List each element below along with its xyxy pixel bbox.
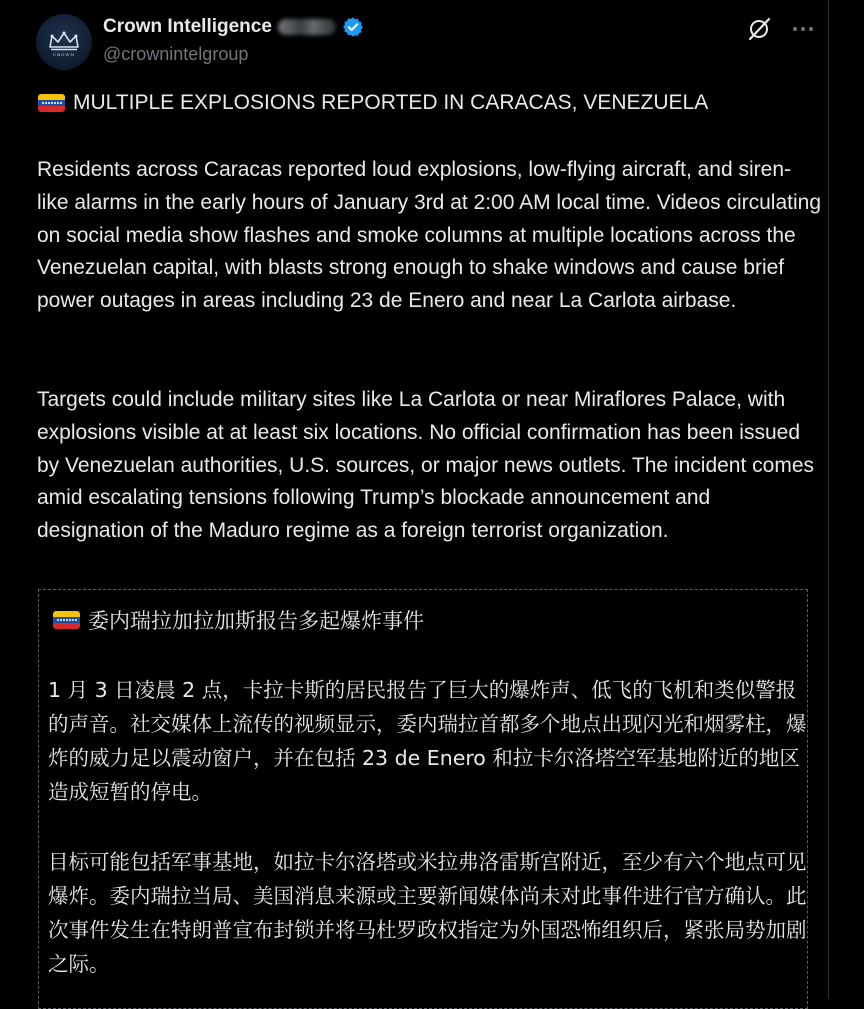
crown-logo-icon bbox=[48, 31, 80, 51]
translation-paragraph-2: 目标可能包括军事基地，如拉卡尔洛塔或米拉弗洛雷斯宫附近，至少有六个地点可见爆炸。委内瑞拉当局、美国消息来源或主要新闻媒体尚未对此事件进行官方确认。此次事件发生在特朗普宣布封锁并将马杜罗政权指定为外国恐怖组织后，紧张局势加剧之际。 bbox=[48, 850, 807, 976]
author-name-row[interactable] bbox=[103, 16, 364, 38]
grok-icon[interactable] bbox=[746, 16, 772, 42]
headline-text: MULTIPLE EXPLOSIONS REPORTED IN CARACAS, VENEZUELA bbox=[73, 91, 709, 114]
author-name[interactable]: Crown Intelligence bbox=[103, 16, 272, 37]
more-options-icon[interactable] bbox=[790, 16, 816, 42]
venezuela-flag-icon bbox=[38, 94, 65, 112]
translation-headline-text: 委内瑞拉加拉加斯报告多起爆炸事件 bbox=[88, 609, 424, 633]
author-handle[interactable]: @crownintelgroup bbox=[103, 44, 249, 64]
translation-headline bbox=[53, 605, 424, 635]
redacted-text-blur bbox=[278, 19, 336, 35]
post-paragraph-1: Residents across Caracas reported loud explosions, low-flying aircraft, and siren-like alarms in the early hours of January 3rd at 2:00 AM local time. Videos circulating on social media show flashes and smoke columns at multiple locations across the Venezuelan capital, with blasts strong enough to shake windows and cause brief power outages in areas including 23 de Enero and near La Carlota airbase. bbox=[37, 158, 821, 313]
post-headline bbox=[38, 91, 708, 115]
verified-badge-icon bbox=[342, 16, 364, 38]
post-paragraph-2: Targets could include military sites like La Carlota or near Miraflores Palace, with explosions visible at at least six locations. No official confirmation has been issued by Venezuelan authorities, U.S. sources, or major news outlets. The incident comes amid escalating tensions following Trump’s blockade announcement and designation of the Maduro regime as a foreign terrorist organization. bbox=[37, 388, 815, 543]
translation-box bbox=[38, 589, 808, 1009]
avatar[interactable] bbox=[36, 14, 92, 70]
translation-paragraph-1: 1 月 3 日凌晨 2 点，卡拉卡斯的居民报告了巨大的爆炸声、低飞的飞机和类似警报的声音。社交媒体上流传的视频显示，委内瑞拉首都多个地点出现闪光和烟雾柱，爆炸的威力足以震动窗户，并在包括 23 de Enero 和拉卡尔洛塔空军基地附近的地区造成短暂的停电。 bbox=[48, 678, 807, 804]
avatar-text: CROWN bbox=[53, 52, 75, 57]
post-actions-top bbox=[746, 16, 816, 42]
venezuela-flag-icon bbox=[53, 611, 80, 629]
